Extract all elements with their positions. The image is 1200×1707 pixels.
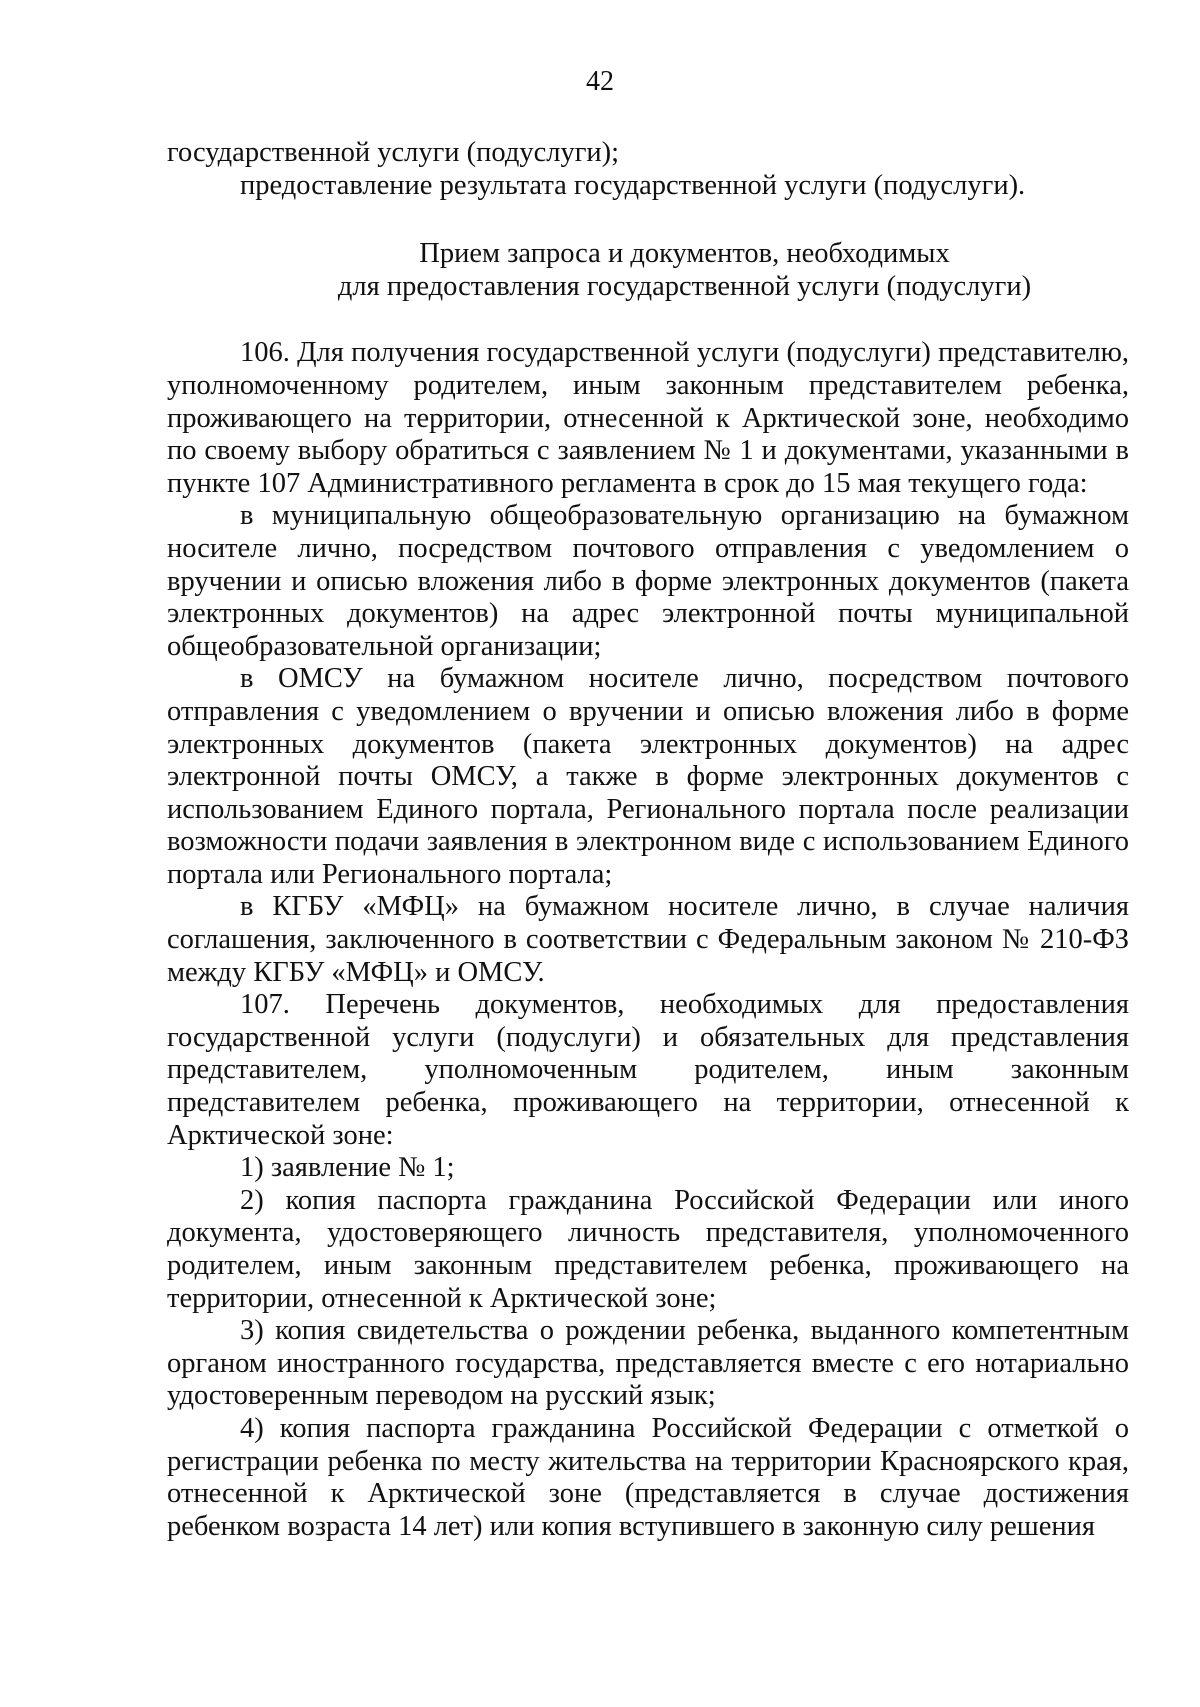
list-item: 4) копия паспорта гражданина Российской Федерации с отметкой о регистрации ребенка по месту жительства на территории Красноярского края, отнесенной к Арктической зоне (представляется в случае достижения ребенком возраста 14 лет) или копия вступившего в законную силу решения (167, 1412, 1129, 1542)
document-body (167, 137, 1129, 1543)
paragraph-item: в муниципальную общеобразовательную организацию на бумажном носителе лично, посредством почтового отправления с уведомлением о вручении и описью вложения либо в форме электронных документов (пакета электронных документов) на адрес электронной почты муниципальной общеобразовательной организации; (167, 500, 1129, 662)
continuation-line: государственной услуги (подуслуги); (167, 137, 620, 168)
list-item: 3) копия свидетельства о рождении ребенка, выданного компетентным органом иностранного государства, представляется вместе с его нотариально удостоверенным переводом на русский язык; (167, 1315, 1129, 1412)
section-heading (167, 238, 1129, 303)
section-heading-line: Прием запроса и документов, необходимых (419, 238, 950, 270)
paragraph-item: в ОМСУ на бумажном носителе лично, посредством почтового отправления с уведомлением о вручении и описью вложения либо в форме электронных документов (пакета электронных документов) на адрес электронной почты ОМСУ, а также в форме электронных документов с использованием Единого портала, Регионального портала после реализации возможности подачи заявления в электронном виде с использованием Единого портала или Регионального портала; (167, 663, 1129, 890)
paragraph-106: 106. Для получения государственной услуги (подуслуги) представителю, уполномоченному родителем, иным законным представителем ребенка, проживающего на территории, отнесенной к Арктической зоне, необходимо по своему выбору обратиться с заявлением № 1 и документами, указанными в пункте 107 Административного регламента в срок до 15 мая текущего года: (167, 337, 1129, 499)
paragraph-item: в КГБУ «МФЦ» на бумажном носителе лично, в случае наличия соглашения, заключенного в соответствии с Федеральным законом № 210-ФЗ между КГБУ «МФЦ» и ОМСУ. (167, 891, 1129, 988)
continuation-line: предоставление результата государственной услуги (подуслуги). (240, 169, 1026, 201)
paragraph-107: 107. Перечень документов, необходимых для предоставления государственной услуги (подуслуги) и обязательных для представления представителем, уполномоченным родителем, иным законным представителем ребенка, проживающего на территории, отнесенной к Арктической зоне: (167, 989, 1129, 1151)
list-item: 1) заявление № 1; (240, 1152, 455, 1184)
page-number: 42 (586, 66, 614, 97)
section-heading-line: для предоставления государственной услуги (подуслуги) (337, 270, 1032, 302)
list-item: 2) копия паспорта гражданина Российской Федерации или иного документа, удостоверяющего личность представителя, уполномоченного родителем, иным законным представителем ребенка, проживающего на территории, отнесенной к Арктической зоне; (167, 1184, 1129, 1314)
